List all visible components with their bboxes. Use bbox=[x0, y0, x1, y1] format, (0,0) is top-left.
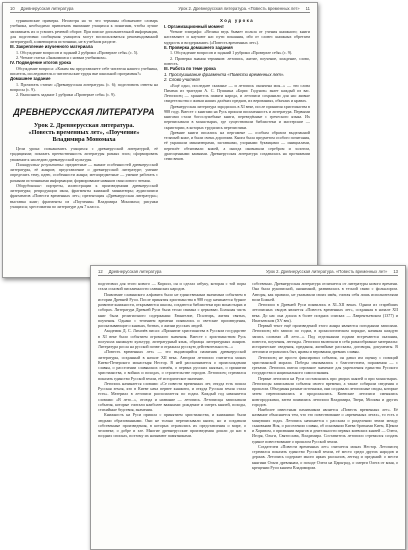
paragraph: Первые летописи на Руси составлялись при дворах князей и при монастырях. Летописцы записывали события своего времени, а также собирали сведения о прошлом. Объединяя разные источники, они создавали летописные своды, которые затем переписывались и продолжались. Киевские летописи сменялись новгородскими, затем появились летописи Владимира, Твери, Москвы и других городов. bbox=[252, 375, 398, 407]
header-title-right: Урок 2. Древнерусская литература. «Повесть временных лет» bbox=[178, 6, 300, 11]
paragraph: Книжность на Руси пришла с принятием христианства, и книжники были людьми образованными. Они не только переписывали книги, но и создавали собственные произведения, в которых отразились их представления о мире, о человеке, о добре и зле. Многие древнерусские произведения дошли до нас в поздних списках, поэтому их называют памятниками. bbox=[98, 412, 246, 439]
lesson-title-line-2: «Повесть временных лет», «Поучение» bbox=[28, 128, 140, 136]
header-title-left: Древнерусская литература bbox=[108, 269, 162, 274]
column-left bbox=[10, 18, 158, 209]
section-title: ДРЕВНЕРУССКАЯ ЛИТЕРАТУРА bbox=[13, 106, 155, 117]
lesson-title-line-1: Урок 2. Древнерусская литература. bbox=[33, 121, 135, 129]
equipment-text: портреты, иллюстрации к произведениям древнерусской литературы; репродукции икон, фрагменты книжной миниатюры; аудиозаписи фрагментов «Повести временных лет»; презентация «Древнерусская литература»; выставка книг; фрагменты из «Поучения» Владимира Мономаха; рисунки учащихся; хрестоматия по литературе для 7 класса. bbox=[10, 182, 158, 209]
equipment bbox=[10, 183, 158, 209]
planned-results bbox=[10, 162, 158, 183]
list-item: 2. Выполнить задание 1 рубрики «Проверьте себя» (с. 9). bbox=[16, 92, 116, 98]
page-spread-lower bbox=[90, 265, 406, 550]
heading-homework: Домашнее задание bbox=[10, 76, 51, 82]
page-number-left: 10 bbox=[10, 6, 15, 11]
heading-stage-iii: III. Закрепление изученного материала bbox=[10, 44, 93, 50]
planned-results-text: предметные — знание особенностей древнерусской литературы, её жанров; представление о древнерусской литературе; умение определять тему, идею, особенности жанра; метапредметные — умение работать с разными источниками информации; формирование навыков смыслового чтения. bbox=[10, 161, 158, 183]
heading-stage-i: I. Организационный момент bbox=[164, 23, 224, 29]
heading-stage-ii: II. Проверка домашнего задания bbox=[164, 44, 233, 50]
paragraph: Появление славянского алфавита было не единственным значимым событием в истории Древней Руси. После принятия христианства в 988 году начинается бурное развитие книжности, открываются школы, создаются библиотеки при монастырях и соборах. Литература Древней Руси была тесно связана с церковью. Большая часть книг была религиозного содержания: Евангелие, Псалтирь, жития святых, поучения. Однако с течением времени появились и светские произведения, рассказывающие о князьях, битвах, о жизни русских людей. bbox=[98, 291, 246, 328]
planned-results-label: Планируемые результаты: bbox=[16, 161, 64, 167]
paragraph: Чтение эпиграфа: «Велика ведь бывает польза от учения книжного; книги наставляют и научают нас пути покаяния, ибо от словес книжных обретаем мудрость и воздержание» («Повесть временных лет»). bbox=[164, 29, 310, 45]
paragraph: «Ещё одно, последнее сказанье — и летопись окончена моя...» — эти слова Пимена из трагедии А. С. Пушкина «Борис Годунов» знает каждый из вас. Летописец — хранитель памяти народа, и летописи сохранили для нас живые свидетельства о жизни наших далёких предков, их верованиях, обычаях и нравах. bbox=[164, 82, 310, 104]
page-number-right: 13 bbox=[393, 269, 398, 274]
subheading-teacher-word: 2. Слово учителя bbox=[164, 77, 200, 82]
paragraph: подготовил для этого нового — Кирилл, он и сделал азбуку, которая с той поры стала основой письменности славянских народов. bbox=[98, 281, 246, 292]
list-item: 1. Обсуждение вопросов и заданий 2 рубрики «Проверьте себя» (с. 5). bbox=[16, 49, 139, 55]
paragraph: Создателем «Повести временных лет» считается монах Нестор. Летописец стремился показать единство Русской земли, её место среди других народов и держав. Летопись содержит много ярких рассказов, легенд и преданий: о мести княгини Ольги древлянам, о походе Олега на Царьград, о смерти Олега от коня, о крещении Руси князем Владимиром. bbox=[252, 443, 398, 470]
paragraph: Первый текст ещё произведений этого жанра являются погодными записями. Летописец вёл записи по годам, в хронологическом порядке, начиная каждую запись словами «В лето...». Под отдельными годами встречаются сказания, повести, поучения, легенды. Летописи включали в себя разнообразные материалы: исторические сведения, предания, житийные рассказы, договоры, документы. В летописи отразились быт, нравы и верования древних славян. bbox=[252, 323, 398, 355]
running-header bbox=[3, 3, 317, 11]
header-rule bbox=[10, 12, 310, 13]
paragraph: Обсуждение вопроса: «Каким вы представляете себе читателя нашего учебника, писатель, исследователь и читательские труды вне школьной программы?» bbox=[10, 65, 158, 76]
heading-stage-iv: IV. Подведение итогов урока bbox=[10, 60, 71, 66]
paragraph: «Повесть временных лет» — это выдающийся памятник древнерусской литературы, созданный в начале XII века. Автором летописи считается монах Киево-Печерского монастыря Нестор. В ней рассказывается о происхождении славян, о расселении славянских племён, о первых русских князьях, о принятии христианства, о войнах и походах, о строительстве городов. Летописец стремился показать единство Русской земли, её историческое значение. bbox=[98, 349, 246, 381]
column-right bbox=[164, 18, 310, 161]
column-left bbox=[98, 281, 246, 439]
paragraph: Древние книги писались на пергамене — особым образом выделанной телячьей коже, и были очень дорогими. Книга была предметом особого почитания, её украшали миниатюрами, заставками, узорными буквицами — инициалами, переплёт обтягивали кожей, а иногда оковывали серебром и золотом, драгоценными камнями. Древнерусская литература создавалась на протяжении семи веков. bbox=[164, 129, 310, 161]
header-title-left: Древнерусская литература bbox=[20, 6, 74, 11]
lesson-plan-heading: Ход урока bbox=[219, 18, 255, 23]
lesson-goals: Цели урока: познакомить учащихся с древнерусской литературой, её традициями; показать преемственность литературы разных эпох; сформировать уважение к наследию древнерусской культуры. bbox=[10, 146, 158, 162]
header-rule bbox=[98, 275, 398, 276]
lesson-title-line-3: Владимира Мономаха bbox=[52, 135, 116, 143]
list-item: 1. Прочитать статью «Древнерусская литература» (с. 6); подготовить ответы на вопросы (с. 9). bbox=[10, 81, 158, 92]
paragraph: Академик Д. С. Лихачёв писал: «Принятие христианства в Русском государстве в XI веке было событием огромного значения. Вместе с христианством Русь получила книжную культуру, литературный язык, образцы литературных жанров. Литература росла на русской почве и отражала русскую действительность...» bbox=[98, 328, 246, 349]
paragraph: Древнерусская литература зародилась в XI веке, после принятия христианства в 988 году. Вместе с книгами на Русь пришли письменность и литература. Первыми книгами стали богослужебные книги, переведённые с греческого языка. Их переписывали в монастырях, где существовали библиотеки и мастерские — скриптории, в которых трудились переписчики. bbox=[164, 103, 310, 130]
header-title-right: Урок 2. Древнерусская литература. «Повесть временных лет» bbox=[266, 269, 388, 274]
column-right bbox=[252, 281, 398, 470]
list-item: 2. Проверка знания терминов: летопись, житие, поучение, хождение, слово, повесть. bbox=[164, 55, 310, 66]
running-header bbox=[91, 266, 405, 274]
heading-stage-iii-work: III. Работа по теме урока bbox=[164, 66, 216, 71]
list-item: 1. Обсуждение вопросов и заданий 1 рубрики «Проверьте себя» (с. 9). bbox=[170, 50, 293, 56]
paragraph: Наиболее известным памятником является «Повесть временных лет». Её название объясняется тем, что это повествование о «временных летах», то есть о минувших годах. Летопись начинается с рассказа о разделении земли между сыновьями Ноя, о расселении славян, об основании Киева братьями Кием, Щеком и Хоривом, о призвании варягов и деятельности первых киевских князей — Олега, Игоря, Ольги, Святослава, Владимира. Составитель летописи стремился создать единое повествование о прошлом Русской земли. bbox=[252, 407, 398, 444]
page-number-right: 11 bbox=[305, 6, 310, 11]
page-number-left: 12 bbox=[98, 269, 103, 274]
paragraph: Летописи в Древней Руси появились в XI–XII веках. Одним из старейших летописных сводов является «Повесть временных лет», созданная в начале XII века. До нас она дошла в более поздних списках — Лаврентьевском (1377) и Ипатьевском (XV век). bbox=[252, 302, 398, 323]
equipment-label: Оборудование: bbox=[16, 182, 42, 188]
page-spread-upper bbox=[2, 2, 318, 278]
paragraph: Летопись начинается словами: «Се повести временных лет, откуда есть пошла Русская земля, кто в Киеве нача первее княжити, и откуда Русская земля стала есть». Материал в летописи располагается по годам. Каждый год начинается словами: «В лето...», отсюда и название — летопись. Летописцы записывали события, которые считали наиболее важными: рождение и смерть князей, походы, стихийные бедствия, знамения. bbox=[98, 380, 246, 412]
paragraph: Летописец не просто фиксировал события, он давал им оценку с позиций христианской морали. Победы связывались с благочестием, поражения — с грехами. Летопись имела огромное значение для укрепления единства Русского государства и национального самосознания. bbox=[252, 354, 398, 376]
paragraph: турниковские примеры. Несмотря на то что термины обозначают словарь учебника, необходимо привлекать внимание учащихся к понятиям, чтобы лучше запоминать их и усвоить речевой оборот. При поиске дополнительной информации, для подготовки сообщения учащиеся могут воспользоваться рекомендованной литературой, а имеющиеся источники, не в учебном разделе. bbox=[10, 18, 158, 44]
paragraph: собственно. Древнерусская литература отличается от литературы нового времени. Она была рукописной, анонимной, развивалась в тесной связи с фольклором. Авторы, как правило, не указывали своих имён, считая себя лишь исполнителями воли Божьей. bbox=[252, 281, 398, 302]
list-item: 2. Чтение статьи «Знакомимся с новым учебником». bbox=[16, 55, 107, 60]
subheading-listening: 1. Прослушивание фрагмента «Повести временных лет». bbox=[164, 71, 285, 77]
